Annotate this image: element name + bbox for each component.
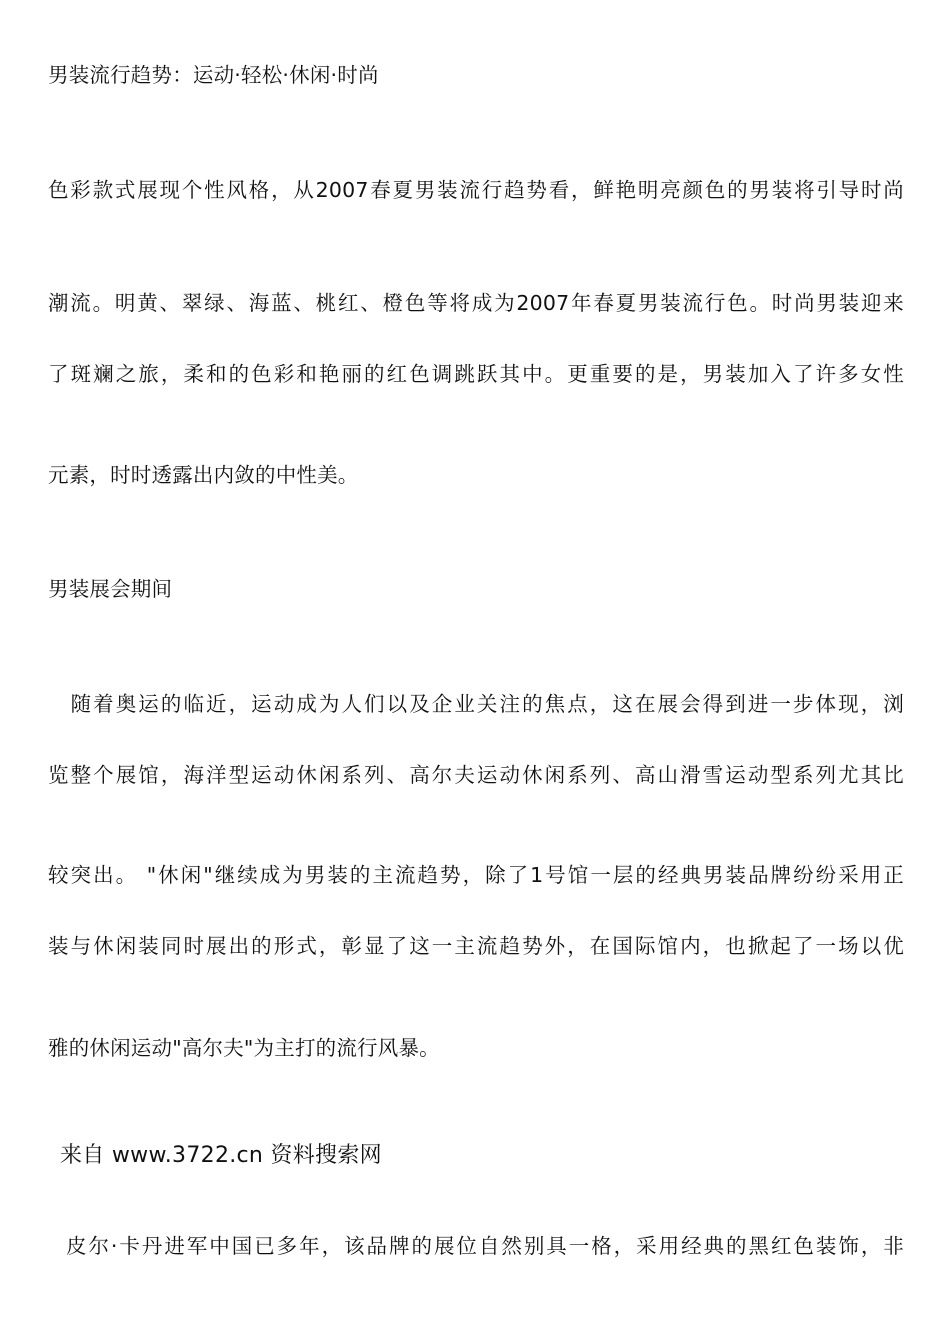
section-heading: 男装展会期间 xyxy=(48,577,173,601)
source-watermark-text: 来自 www.3722.cn 资料搜索网 xyxy=(60,1143,382,1168)
paragraph-line: 元素，时时透露出内敛的中性美。 xyxy=(48,463,359,487)
paragraph-line: 色彩款式展现个性风格，从2007春夏男装流行趋势看，鲜艳明亮颜色的男装将引导时尚 xyxy=(48,178,904,202)
paragraph-line: 雅的休闲运动"高尔夫"为主打的流行风暴。 xyxy=(48,1036,440,1060)
paragraph-line: 览整个展馆，海洋型运动休闲系列、高尔夫运动休闲系列、高山滑雪运动型系列尤其比 xyxy=(48,763,904,787)
document-heading: 男装流行趋势：运动·轻松·休闲·时尚 xyxy=(48,63,379,87)
paragraph-line: 皮尔·卡丹进军中国已多年，该品牌的展位自然别具一格，采用经典的黑红色装饰，非 xyxy=(66,1234,904,1258)
paragraph-line: 潮流。明黄、翠绿、海蓝、桃红、橙色等将成为2007年春夏男装流行色。时尚男装迎来 xyxy=(48,291,904,315)
paragraph-line: 了斑斓之旅，柔和的色彩和艳丽的红色调跳跃其中。更重要的是，男装加入了许多女性 xyxy=(48,362,904,386)
paragraph-line: 装与休闲装同时展出的形式，彰显了这一主流趋势外，在国际馆内，也掀起了一场以优 xyxy=(48,934,904,958)
paragraph-line: 较突出。 "休闲"继续成为男装的主流趋势，除了1号馆一层的经典男装品牌纷纷采用正 xyxy=(48,863,904,887)
paragraph-line: 随着奥运的临近，运动成为人们以及企业关注的焦点，这在展会得到进一步体现，浏 xyxy=(48,692,904,716)
